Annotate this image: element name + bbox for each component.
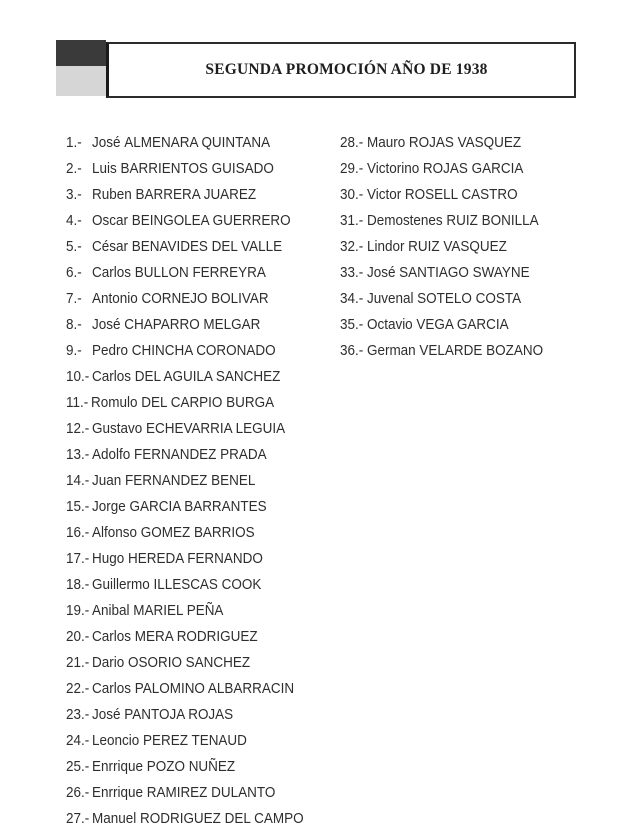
first-name: Victor: [366, 187, 402, 203]
list-item: [66, 367, 304, 393]
last-name: CORNEJO BOLIVAR: [141, 291, 269, 307]
list-item: [66, 315, 304, 341]
item-number: 4.-: [66, 213, 82, 229]
list-item: [66, 341, 304, 367]
list-item: [340, 185, 543, 211]
item-number: 18.-: [66, 577, 90, 593]
first-name: Pedro: [92, 343, 129, 359]
list-item: [66, 783, 304, 809]
list-item: [66, 705, 304, 731]
item-number: 23.-: [66, 707, 90, 723]
last-name: BARRIENTOS GUISADO: [120, 161, 274, 177]
last-name: RODRIGUEZ DEL CAMPO: [139, 811, 304, 827]
first-name: Carlos: [92, 369, 132, 385]
last-name: BULLON FERREYRA: [134, 265, 266, 281]
first-name: Enrrique: [92, 785, 144, 801]
first-name: Carlos: [92, 629, 132, 645]
list-item: [340, 159, 543, 185]
item-number: 32.-: [340, 239, 364, 255]
item-number: 29.-: [340, 161, 364, 177]
last-name: BEINGOLEA GUERRERO: [131, 213, 291, 229]
first-name: Manuel: [92, 811, 137, 827]
item-number: 30.-: [340, 187, 364, 203]
list-item: [66, 757, 304, 783]
first-name: Juvenal: [366, 291, 414, 307]
item-number: 19.-: [66, 603, 90, 619]
first-name: Dario: [92, 655, 125, 671]
list-item: [66, 549, 304, 575]
list-item: [340, 315, 543, 341]
first-name: Lindor: [366, 239, 405, 255]
first-name: Leoncio: [92, 733, 140, 749]
first-name: Guillermo: [92, 577, 150, 593]
list-item: [340, 341, 543, 367]
first-name: Gustavo: [92, 421, 143, 437]
item-number: 17.-: [66, 551, 90, 567]
last-name: VEGA GARCIA: [416, 317, 509, 333]
title-frame: [106, 42, 576, 98]
item-number: 22.-: [66, 681, 90, 697]
last-name: FERNANDEZ PRADA: [134, 447, 267, 463]
last-name: DEL CARPIO BURGA: [141, 395, 275, 411]
title-shade-dark: [56, 40, 106, 66]
last-name: RUIZ BONILLA: [446, 213, 539, 229]
list-item: [66, 601, 304, 627]
last-name: ALMENARA QUINTANA: [124, 135, 271, 151]
list-item: [66, 289, 304, 315]
last-name: RUIZ VASQUEZ: [408, 239, 507, 255]
first-name: Demostenes: [366, 213, 443, 229]
item-number: 16.-: [66, 525, 90, 541]
item-number: 11.-: [66, 395, 89, 411]
last-name: CHAPARRO MELGAR: [124, 317, 261, 333]
list-item: [66, 627, 304, 653]
item-number: 24.-: [66, 733, 90, 749]
last-name: ROJAS GARCIA: [422, 161, 524, 177]
list-item: [66, 185, 304, 211]
item-number: 9.-: [66, 343, 82, 359]
item-number: 10.-: [66, 369, 90, 385]
list-item: [66, 393, 304, 419]
last-name: PEREZ TENAUD: [143, 733, 247, 749]
first-name: Hugo: [92, 551, 125, 567]
last-name: ROSELL CASTRO: [404, 187, 518, 203]
list-item: [66, 523, 304, 549]
first-name: Mauro: [366, 135, 406, 151]
page-title: SEGUNDA PROMOCIÓN AÑO DE 1938: [205, 61, 488, 78]
item-number: 27.-: [66, 811, 90, 827]
list-item: [66, 575, 304, 601]
first-name: Luis: [92, 161, 117, 177]
first-name: Anibal: [92, 603, 130, 619]
list-item: [66, 679, 304, 705]
title-shade-light: [56, 66, 106, 96]
last-name: OSORIO SANCHEZ: [127, 655, 251, 671]
last-name: GOMEZ BARRIOS: [140, 525, 255, 541]
list-item: [340, 133, 543, 159]
item-number: 28.-: [340, 135, 364, 151]
last-name: RAMIREZ DULANTO: [146, 785, 276, 801]
last-name: HEREDA FERNANDO: [128, 551, 263, 567]
item-number: 33.-: [340, 265, 364, 281]
item-number: 25.-: [66, 759, 90, 775]
last-name: SOTELO COSTA: [417, 291, 522, 307]
list-item: [66, 211, 304, 237]
item-number: 6.-: [66, 265, 82, 281]
last-name: GARCIA BARRANTES: [129, 499, 267, 515]
item-number: 20.-: [66, 629, 90, 645]
item-number: 2.-: [66, 161, 82, 177]
item-number: 26.-: [66, 785, 90, 801]
first-name: José: [92, 317, 121, 333]
last-name: POZO NUÑEZ: [146, 759, 236, 775]
first-name: José: [92, 707, 121, 723]
item-number: 3.-: [66, 187, 82, 203]
last-name: FERNANDEZ BENEL: [125, 473, 256, 489]
first-name: José: [366, 265, 396, 281]
last-name: MARIEL PEÑA: [133, 603, 224, 619]
item-number: 14.-: [66, 473, 90, 489]
last-name: MERA RODRIGUEZ: [134, 629, 258, 645]
list-item: [66, 445, 304, 471]
first-name: Juan: [92, 473, 122, 489]
first-name: Enrrique: [92, 759, 144, 775]
list-item: [340, 211, 543, 237]
list-item: [66, 237, 304, 263]
last-name: DEL AGUILA SANCHEZ: [134, 369, 281, 385]
last-name: ECHEVARRIA LEGUIA: [145, 421, 286, 437]
list-item: [340, 289, 543, 315]
last-name: PANTOJA ROJAS: [124, 707, 234, 723]
first-name: Romulo: [91, 395, 138, 411]
list-item: [340, 237, 543, 263]
first-name: Victorino: [366, 161, 420, 177]
list-item: [66, 497, 304, 523]
item-number: 5.-: [66, 239, 82, 255]
item-number: 35.-: [340, 317, 364, 333]
first-name: Carlos: [92, 681, 132, 697]
first-name: Carlos: [92, 265, 132, 281]
first-name: Oscar: [92, 213, 129, 229]
list-item: [340, 263, 543, 289]
first-name: Adolfo: [92, 447, 131, 463]
list-item: [66, 731, 304, 757]
item-number: 13.-: [66, 447, 90, 463]
first-name: César: [92, 239, 129, 255]
last-name: VELARDE BOZANO: [419, 343, 544, 359]
first-name: Antonio: [92, 291, 138, 307]
last-name: ILLESCAS COOK: [153, 577, 262, 593]
right-name-column: [340, 133, 558, 367]
item-number: 15.-: [66, 499, 90, 515]
list-item: [66, 653, 304, 679]
item-number: 34.-: [340, 291, 364, 307]
list-item: [66, 263, 304, 289]
list-item: [66, 419, 304, 445]
last-name: PALOMINO ALBARRACIN: [134, 681, 295, 697]
first-name: Ruben: [92, 187, 132, 203]
last-name: BARRERA JUAREZ: [135, 187, 257, 203]
item-number: 31.-: [340, 213, 364, 229]
last-name: BENAVIDES DEL VALLE: [131, 239, 283, 255]
list-item: [66, 471, 304, 497]
list-item: [66, 159, 304, 185]
item-number: 12.-: [66, 421, 90, 437]
item-number: 21.-: [66, 655, 90, 671]
item-number: 1.-: [66, 135, 82, 151]
first-name: Jorge: [92, 499, 126, 515]
last-name: CHINCHA CORONADO: [131, 343, 276, 359]
list-item: [66, 809, 304, 835]
item-number: 36.-: [340, 343, 364, 359]
last-name: ROJAS VASQUEZ: [408, 135, 522, 151]
first-name: José: [92, 135, 121, 151]
item-number: 7.-: [66, 291, 82, 307]
item-number: 8.-: [66, 317, 82, 333]
left-name-column: [66, 133, 321, 835]
first-name: German: [366, 343, 416, 359]
list-item: [66, 133, 304, 159]
first-name: Alfonso: [92, 525, 138, 541]
first-name: Octavio: [366, 317, 413, 333]
title-banner: [56, 40, 576, 98]
last-name: SANTIAGO SWAYNE: [399, 265, 530, 281]
